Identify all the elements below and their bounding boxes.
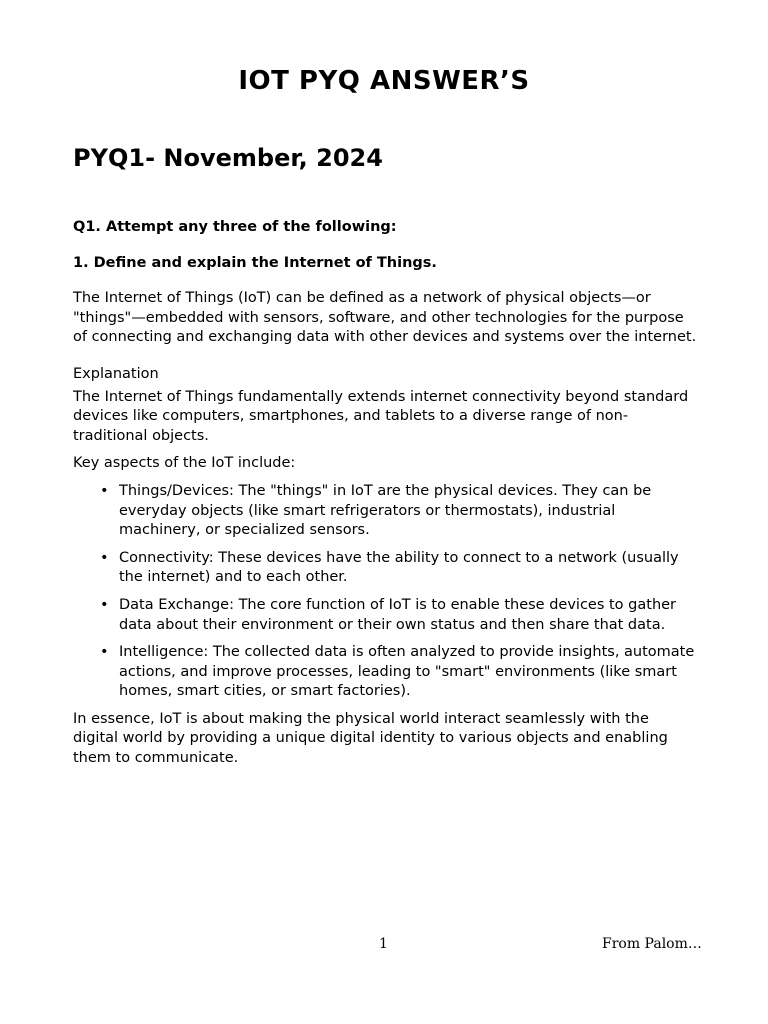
- list-item: • Connectivity: These devices have the ability to connect to a network (usually the internet) and to each other.: [119, 549, 698, 588]
- question-heading: Q1. Attempt any three of the following:: [73, 219, 397, 235]
- footer-note: From Palom…: [602, 936, 702, 952]
- definition-paragraph: The Internet of Things (IoT) can be defined as a network of physical objects—or "things"—embedded with sensors, software, and other technologies for the purpose of connecting and exchanging data with other devices and systems over the internet.: [73, 290, 697, 346]
- document-title: IOT PYQ ANSWER’S: [238, 66, 530, 96]
- page-number: 1: [379, 936, 388, 952]
- list-item: • Intelligence: The collected data is often analyzed to provide insights, automate actions, and improve processes, leading to "smart" environments (like smart homes, smart cities, or smart factories).: [119, 643, 698, 702]
- key-aspects-intro: Key aspects of the IoT include:: [73, 455, 296, 472]
- list-item: • Data Exchange: The core function of IoT is to enable these devices to gather data about their environment or their own status and then share that data.: [119, 596, 698, 635]
- section-heading: PYQ1- November, 2024: [73, 144, 383, 172]
- conclusion-paragraph: In essence, IoT is about making the physical world interact seamlessly with the digital world by providing a unique digital identity to various objects and enabling them to communicate.: [73, 710, 668, 767]
- document-body: [73, 218, 698, 777]
- list-item: • Things/Devices: The "things" in IoT are the physical devices. They can be everyday objects (like smart refrigerators or thermostats), industrial machinery, or specialized sensors.: [119, 482, 698, 541]
- key-aspects-list: [73, 482, 698, 702]
- question-subheading: 1. Define and explain the Internet of Things.: [73, 254, 437, 271]
- explanation-paragraph: The Internet of Things fundamentally extends internet connectivity beyond standard devices like computers, smartphones, and tablets to a diverse range of non-traditional objects.: [73, 388, 689, 444]
- explanation-label: Explanation: [73, 365, 159, 382]
